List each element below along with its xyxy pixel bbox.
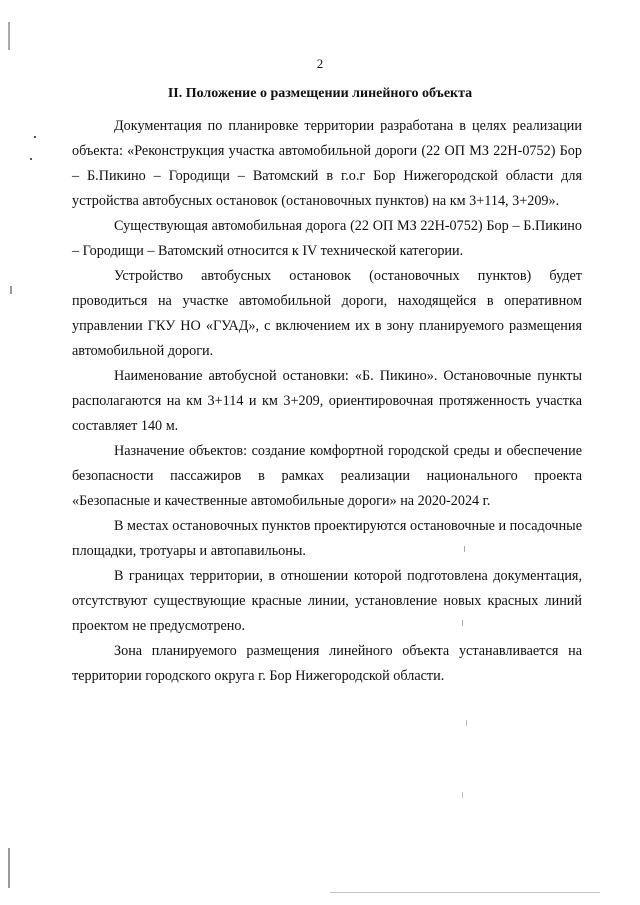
text-line: управлении ГКУ НО «ГУАД», с включением их в зону планируемого размещения bbox=[72, 318, 582, 334]
paragraph-road-category bbox=[72, 214, 582, 264]
text-line: В границах территории, в отношении которой подготовлена документация, bbox=[114, 568, 582, 584]
scan-speck bbox=[462, 792, 463, 798]
text-line: безопасности пассажиров в рамках реализации национального проекта bbox=[72, 468, 582, 484]
text-line: В местах остановочных пунктов проектируются остановочные и посадочные bbox=[114, 518, 582, 534]
scan-speck bbox=[330, 892, 600, 893]
text-line: проектом не предусмотрено. bbox=[72, 618, 246, 634]
paragraph-platforms bbox=[72, 514, 582, 564]
text-line: Документация по планировке территории разработана в целях реализации bbox=[114, 118, 582, 134]
scan-speck bbox=[8, 22, 10, 50]
text-line: располагаются на км 3+114 и км 3+209, ориентировочная протяженность участка bbox=[72, 393, 582, 409]
page-number: 2 bbox=[316, 56, 324, 71]
text-line: Существующая автомобильная дорога (22 ОП МЗ 22Н-0752) Бор – Б.Пикино bbox=[114, 218, 582, 234]
text-line: Наименование автобусной остановки: «Б. Пикино». Остановочные пункты bbox=[114, 368, 582, 384]
scan-speck bbox=[466, 720, 467, 726]
paragraph-objective bbox=[72, 439, 582, 514]
text-line: объекта: «Реконструкция участка автомобильной дороги (22 ОП МЗ 22Н-0752) Бор bbox=[72, 143, 582, 159]
text-line: составляет 140 м. bbox=[72, 418, 179, 434]
paragraph-red-lines bbox=[72, 564, 582, 639]
scan-speck bbox=[10, 286, 12, 294]
text-line: Назначение объектов: создание комфортной городской среды и обеспечение bbox=[114, 443, 582, 459]
text-line: – Городищи – Ватомский относится к IV технической категории. bbox=[72, 243, 464, 259]
text-line: проводиться на участке автомобильной дороги, находящейся в оперативном bbox=[72, 293, 582, 309]
text-line: «Безопасные и качественные автомобильные дороги» на 2020-2024 г. bbox=[72, 493, 491, 509]
text-line: отсутствуют существующие красные линии, установление новых красных линий bbox=[72, 593, 582, 609]
text-line: территории городского округа г. Бор Нижегородской области. bbox=[72, 668, 445, 684]
paragraph-bus-stops bbox=[72, 264, 582, 364]
text-line: автомобильной дороги. bbox=[72, 343, 214, 359]
text-line: площадки, тротуары и автопавильоны. bbox=[72, 543, 306, 559]
text-line: Устройство автобусных остановок (остановочных пунктов) будет bbox=[114, 268, 582, 284]
text-line: Зона планируемого размещения линейного объекта устанавливается на bbox=[114, 643, 582, 659]
scan-speck bbox=[30, 158, 32, 160]
scan-speck bbox=[8, 848, 10, 888]
scan-speck bbox=[34, 136, 36, 138]
scan-speck bbox=[462, 620, 463, 626]
section-heading: II. Положение о размещении линейного объекта bbox=[167, 86, 473, 101]
text-line: – Б.Пикино – Городищи – Ватомский в г.о.г Бор Нижегородской области для bbox=[72, 168, 582, 184]
text-line: устройства автобусных остановок (остановочных пунктов) на км 3+114, 3+209». bbox=[72, 193, 560, 209]
scan-speck bbox=[464, 546, 465, 552]
paragraph-stop-name bbox=[72, 364, 582, 439]
paragraph-zone bbox=[72, 639, 582, 689]
paragraph-purpose bbox=[72, 114, 582, 214]
